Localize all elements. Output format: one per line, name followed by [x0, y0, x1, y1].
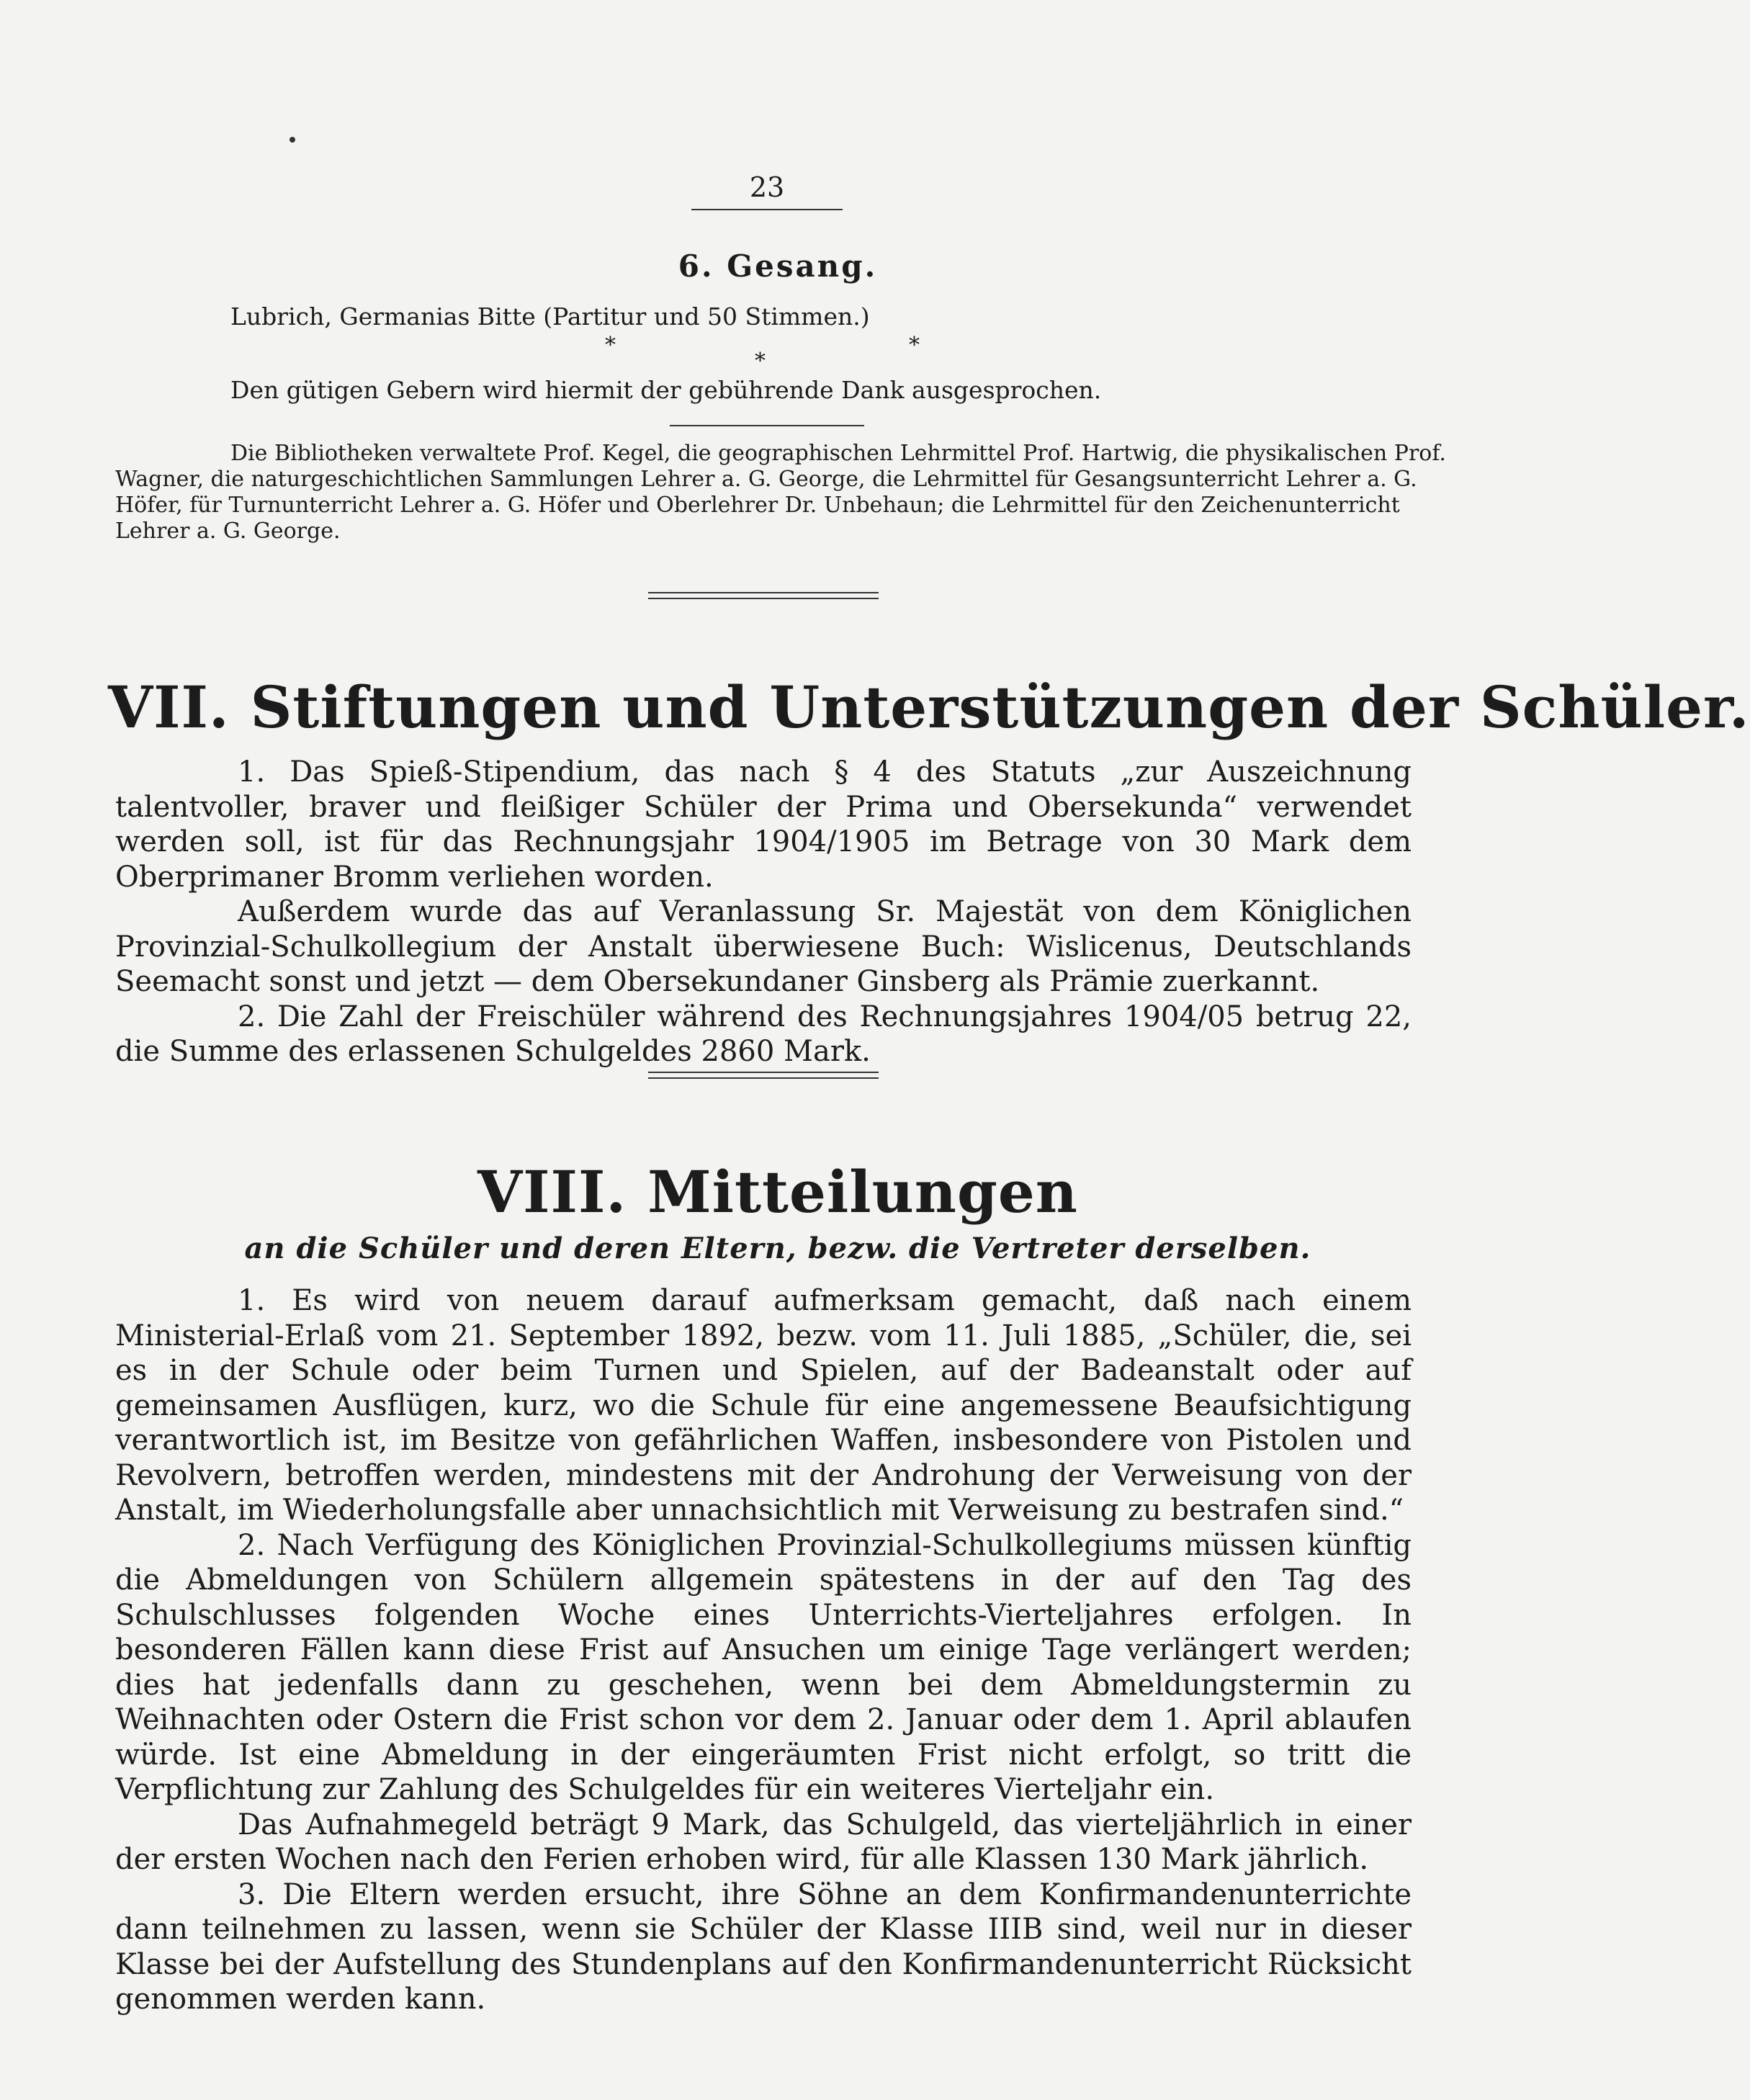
collections-line-1: Die Bibliotheken verwaltete Prof. Kegel, die geographischen Lehrmittel Prof. Hartwig, die physikalischen Prof.	[230, 441, 1446, 466]
paragraph: 1. Es wird von neuem darauf aufmerksam gemacht, daß nach einem Ministerial-Erlaß vom 21. September 1892, bezw. vom 11. Juli 1885, „Schüler, die, sei es in der Schule oder beim Turnen und Spielen, auf der Badeanstalt oder auf gemeinsamen Ausflügen, kurz, wo die Schule für eine angemessene Beaufsichtigung verantwortlich ist, im Besitze von gefährlichen Waffen, insbesondere von Pistolen und Revolvern, betroffen werden, mindestens mit der Androhung der Verweisung von der Anstalt, im Wiederholungsfalle aber unnachsichtlich mit Verweisung zu bestrafen sind.“	[115, 1284, 1412, 1527]
gesang-line: Lubrich, Germanias Bitte (Partitur und 50 Stimmen.)	[230, 302, 870, 331]
asterism-star-left: *	[605, 333, 616, 358]
section-8-heading: VIII. Mitteilungen	[477, 1158, 1078, 1226]
collections-line-3: Höfer, für Turnunterricht Lehrer a. G. Höfer und Oberlehrer Dr. Unbehaun; die Lehrmittel für den Zeichenunterricht	[115, 493, 1400, 518]
short-rule	[670, 425, 864, 426]
ink-dot	[290, 137, 295, 143]
paragraph: 2. Die Zahl der Freischüler während des Rechnungsjahres 1904/05 betrug 22, die Summe des erlassenen Schulgeldes 2860 Mark.	[115, 1000, 1412, 1068]
gesang-title: 6. Gesang.	[678, 248, 878, 284]
paragraph: 2. Nach Verfügung des Königlichen Provinzial-Schulkollegiums müssen künftig die Abmeldungen von Schülern allgemein spätestens in der auf den Tag des Schulschlusses folgenden Woche eines Unterrichts-Vierteljahres erfolgen. In besonderen Fällen kann diese Frist auf Ansuchen um einige Tage verlängert werden; dies hat jedenfalls dann zu geschehen, wenn bei dem Abmeldungstermin zu Weihnachten oder Ostern die Frist schon vor dem 2. Januar oder dem 1. April ablaufen würde. Ist eine Abmeldung in der eingeräumten Frist nicht erfolgt, so tritt die Verpflichtung zur Zahlung des Schulgeldes für ein weiteres Vierteljahr ein.	[115, 1528, 1412, 1806]
section-7-body	[115, 755, 1412, 1069]
section-divider	[648, 592, 879, 599]
page-number-rule	[691, 209, 843, 210]
paragraph: Außerdem wurde das auf Veranlassung Sr. Majestät von dem Königlichen Provinzial-Schulkollegium der Anstalt überwiesene Buch: Wislicenus, Deutschlands Seemacht sonst und jetzt — dem Obersekundaner Ginsberg als Prämie zuerkannt.	[115, 895, 1412, 998]
section-8-body	[115, 1283, 1412, 2017]
section-7-heading: VII. Stiftungen und Unterstützungen der Schüler.	[108, 673, 1750, 741]
asterism-star-right: *	[909, 333, 920, 358]
page-number: 23	[749, 171, 785, 203]
section-divider	[648, 1072, 879, 1079]
collections-line-2: Wagner, die naturgeschichtlichen Sammlungen Lehrer a. G. George, die Lehrmittel für Gesangsunterricht Lehrer a. G.	[115, 467, 1417, 492]
paragraph: 1. Das Spieß-Stipendium, das nach § 4 des Statuts „zur Auszeichnung talentvoller, braver und fleißiger Schüler der Prima und Obersekunda“ verwendet werden soll, ist für das Rechnungsjahr 1904/1905 im Betrage von 30 Mark dem Oberprimaner Bromm verliehen worden.	[115, 755, 1412, 894]
paragraph: 3. Die Eltern werden ersucht, ihre Söhne an dem Konfirmandenunterrichte dann teilnehmen zu lassen, wenn sie Schüler der Klasse IIIB sind, weil nur in dieser Klasse bei der Aufstellung des Stundenplans auf den Konfirmandenunterricht Rücksicht genommen werden kann.	[115, 1877, 1412, 2016]
paragraph: Das Aufnahmegeld beträgt 9 Mark, das Schulgeld, das vierteljährlich in einer der ersten Wochen nach den Ferien erhoben wird, für alle Klassen 130 Mark jährlich.	[115, 1808, 1412, 1876]
asterism-star-center: *	[755, 349, 766, 374]
thanks-line: Den gütigen Gebern wird hiermit der gebührende Dank ausgesprochen.	[230, 376, 1102, 404]
section-8-subheading: an die Schüler und deren Eltern, bezw. die Vertreter derselben.	[244, 1231, 1311, 1265]
collections-line-4: Lehrer a. G. George.	[115, 519, 341, 544]
